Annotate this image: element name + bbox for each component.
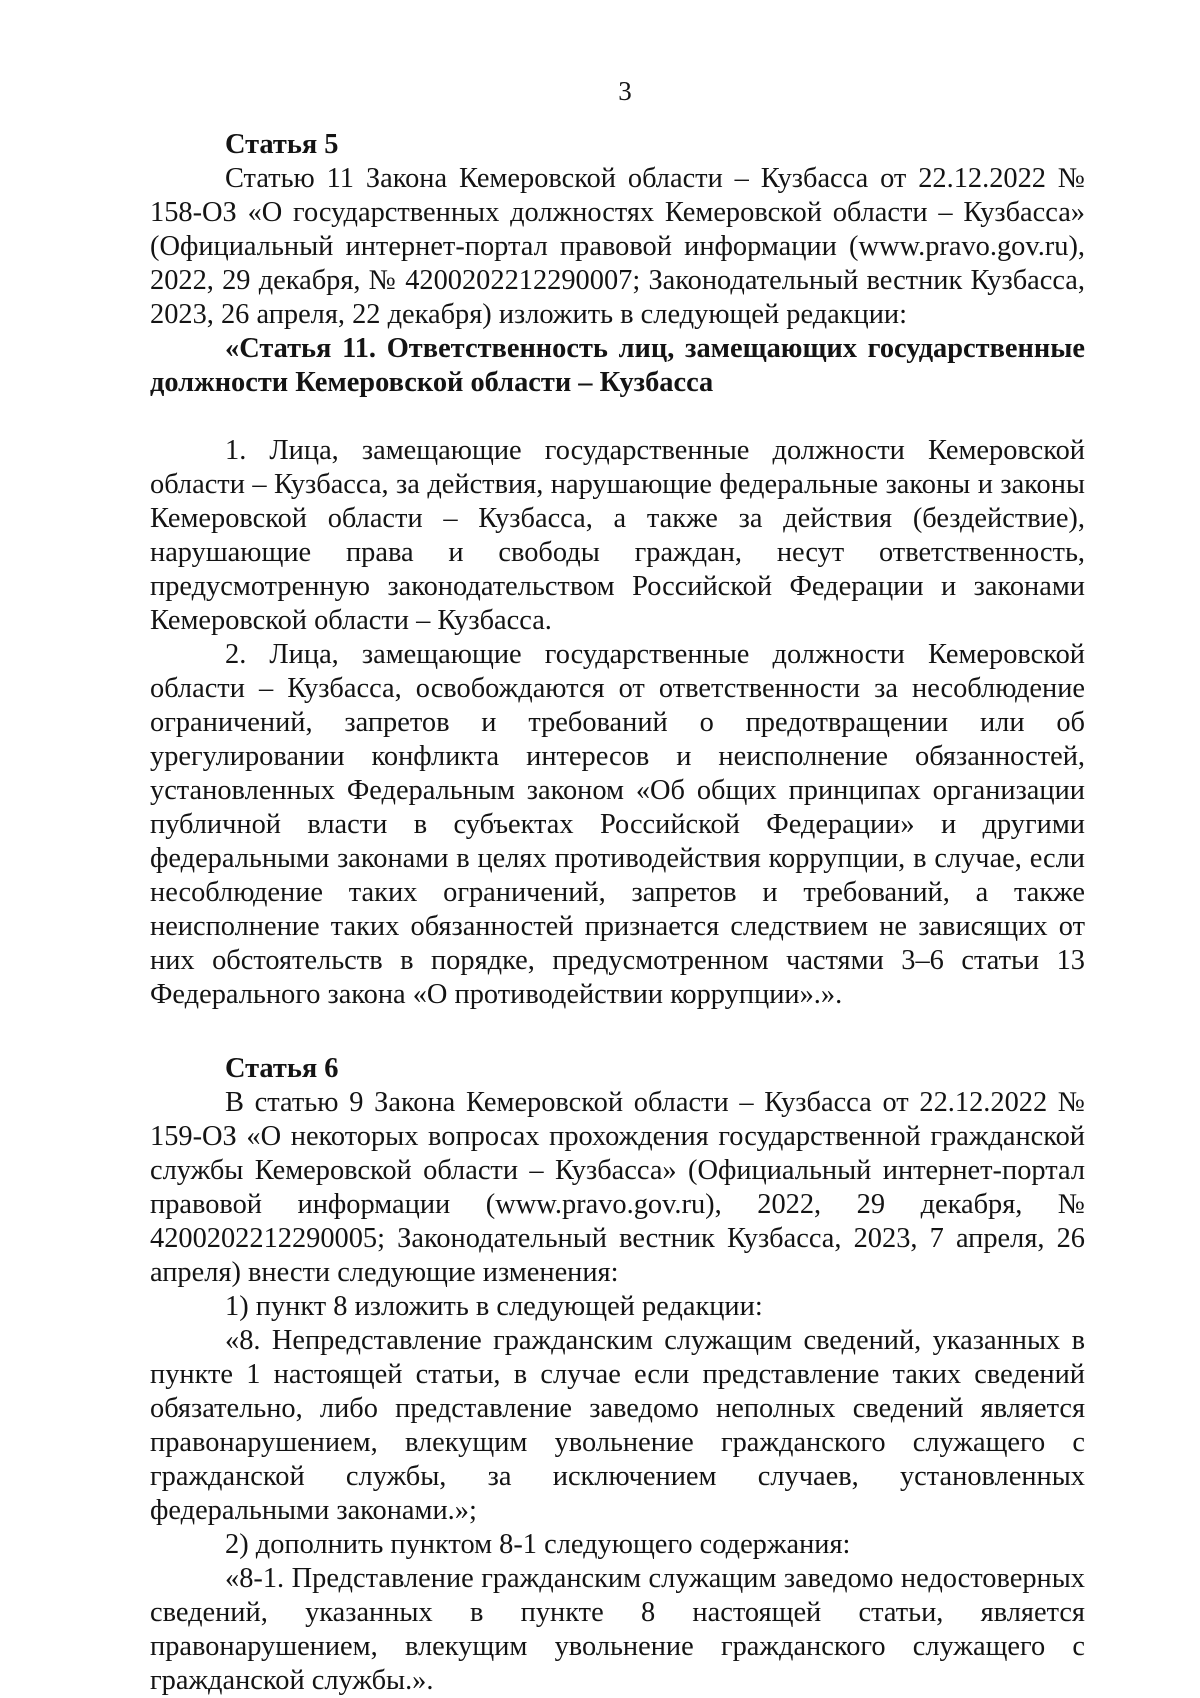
spacer <box>150 1012 1085 1052</box>
article-11-quoted-heading: «Статья 11. Ответственность лиц, замещающих государственные должности Кемеровской области – Кузбасса <box>150 333 1085 398</box>
article-6-item-2-text: «8-1. Представление гражданским служащим заведомо недостоверных сведений, указанных в пункте 8 настоящей статьи, является правонарушением, влекущим увольнение гражданского служащего с гражданской службы.». <box>150 1563 1085 1696</box>
article-11-paragraph-2: 2. Лица, замещающие государственные должности Кемеровской области – Кузбасса, освобождаются от ответственности за несоблюдение ограничений, запретов и требований о предотвращении или об урегулировании конфликта интересов и неисполнение обязанностей, установленных Федеральным законом «Об общих принципах организации публичной власти в субъектах Российской Федерации» и другими федеральными законами в целях противодействия коррупции, в случае, если несоблюдение таких ограничений, запретов и требований, а также неисполнение таких обязанностей признается следствием не зависящих от них обстоятельств в порядке, предусмотренном частями 3–6 статьи 13 Федерального закона «О противодействии коррупции».». <box>150 639 1085 1010</box>
article-5-intro: Статью 11 Закона Кемеровской области – Кузбасса от 22.12.2022 № 158-ОЗ «О государственных должностях Кемеровской области – Кузбасса» (Официальный интернет-портал правовой информации (www.pravo.gov.ru), 2022, 29 декабря, № 4200202212290007; Законодательный вестник Кузбасса, 2023, 26 апреля, 22 декабря) изложить в следующей редакции: <box>150 163 1085 330</box>
document-body <box>150 128 1085 1698</box>
article-6-heading: Статья 6 <box>225 1053 339 1084</box>
page-number: 3 <box>618 76 632 106</box>
spacer <box>150 400 1085 434</box>
article-6-item-1-text: «8. Непредставление гражданским служащим сведений, указанных в пункте 1 настоящей статьи, в случае если представление таких сведений обязательно, либо представление заведомо неполных сведений является правонарушением, влекущим увольнение гражданского служащего с гражданской службы, за исключением случаев, установленных федеральными законами.»; <box>150 1325 1085 1526</box>
article-11-paragraph-1: 1. Лица, замещающие государственные должности Кемеровской области – Кузбасса, за действия, нарушающие федеральные законы и законы Кемеровской области – Кузбасса, а также за действия (бездействие), нарушающие права и свободы граждан, несут ответственность, предусмотренную законодательством Российской Федерации и законами Кемеровской области – Кузбасса. <box>150 435 1085 636</box>
article-6-item-2: 2) дополнить пунктом 8-1 следующего содержания: <box>225 1529 851 1560</box>
article-6-item-1: 1) пункт 8 изложить в следующей редакции: <box>225 1291 763 1322</box>
article-5-heading: Статья 5 <box>225 129 339 160</box>
article-6-intro: В статью 9 Закона Кемеровской области – Кузбасса от 22.12.2022 № 159-ОЗ «О некоторых вопросах прохождения государственной гражданской службы Кемеровской области – Кузбасса» (Официальный интернет-портал правовой информации (www.pravo.gov.ru), 2022, 29 декабря, № 4200202212290005; Законодательный вестник Кузбасса, 2023, 7 апреля, 26 апреля) внести следующие изменения: <box>150 1087 1085 1288</box>
